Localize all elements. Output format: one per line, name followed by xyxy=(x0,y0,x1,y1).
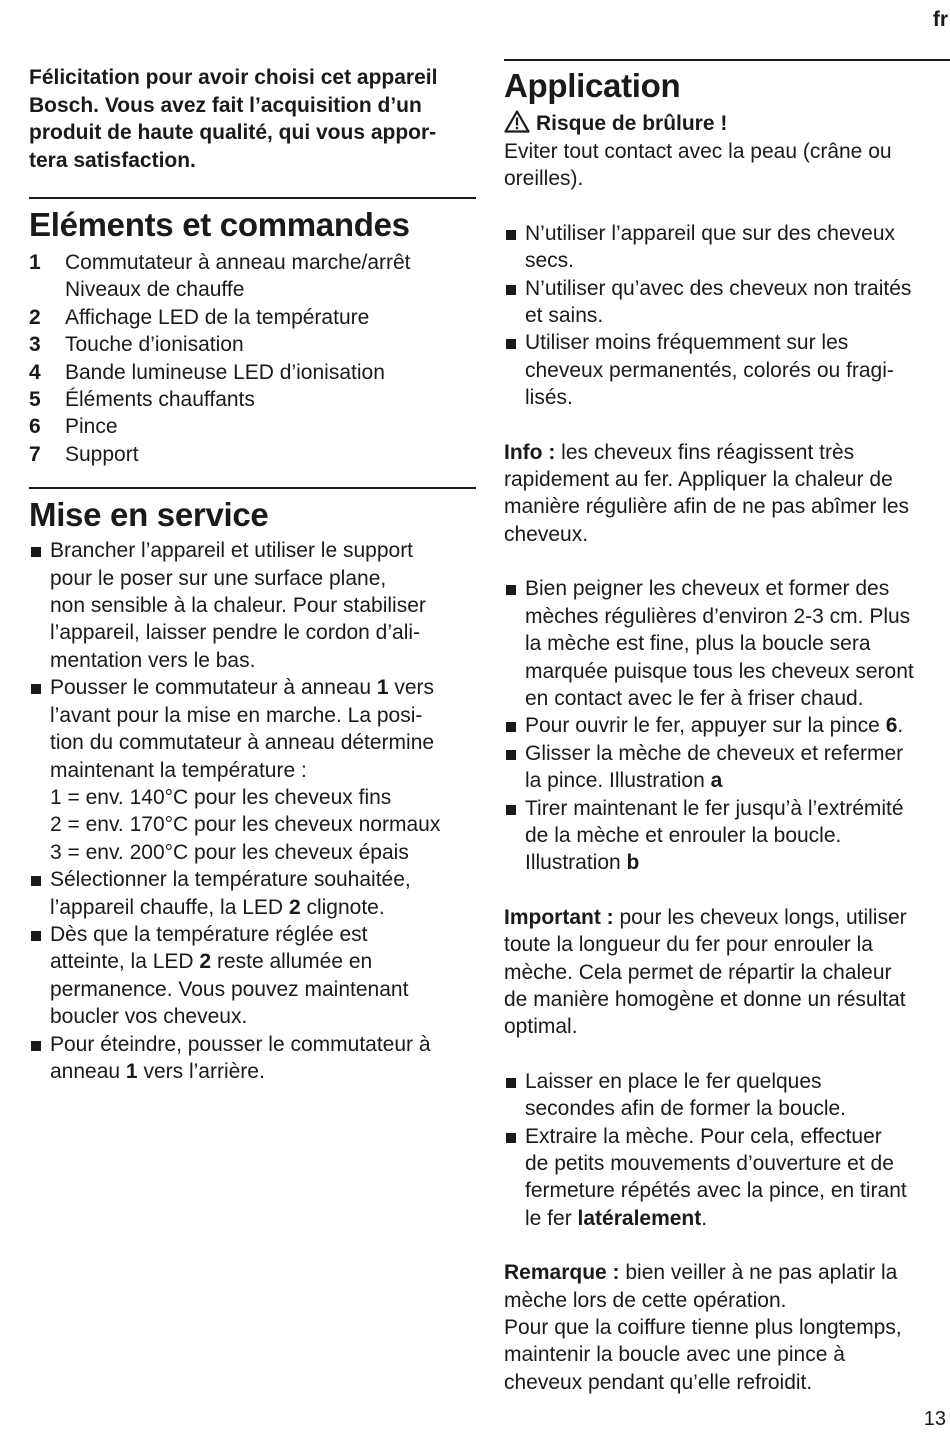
section-title-mise-en-service: Mise en service xyxy=(29,496,269,534)
list-item: N’utiliser qu’avec des cheveux non traités et sains. xyxy=(504,275,950,330)
language-code: fr xyxy=(932,8,948,31)
list-item: Bien peigner les cheveux et former des mèches régulières d’environ 2-3 cm. Plus la mèche est fine, plus la boucle sera marquée puisque tous les cheveux seront en contact avec le fer à friser chaud. xyxy=(504,575,950,712)
list-item: Pousser le commutateur à anneau 1 vers l’avant pour la mise en marche. La posi- tion du commutateur à anneau détermine maintenant la température : 1 = env. 140°C pour les cheveux fins 2 = env. 170°C pour les cheveux normaux 3 = env. 200°C pour les cheveux épais xyxy=(29,674,476,866)
list-item: 1 Commutateur à anneau marche/arrêt Niveaux de chauffe xyxy=(29,251,411,302)
section-title-elements: Eléments et commandes xyxy=(29,206,410,243)
list-item: Laisser en place le fer quelques secondes afin de former la boucle. xyxy=(504,1068,950,1123)
list-item: 2 Affichage LED de la température xyxy=(29,305,370,329)
page-number: 13 xyxy=(923,1408,946,1430)
right-column xyxy=(504,0,950,1396)
list-item: Utiliser moins fréquemment sur les cheveux permanentés, colorés ou fragi- lisés. xyxy=(504,329,950,411)
elements-list xyxy=(29,249,476,468)
section-divider xyxy=(29,487,476,489)
important-paragraph: Important : pour les cheveux longs, utiliser toute la longueur du fer pour enrouler la mèche. Cela permet de répartir la chaleur de manière homogène et donne un résultat optimal. xyxy=(504,905,907,1039)
list-item: Tirer maintenant le fer jusqu’à l’extrémité de la mèche et enrouler la boucle. Illustration b xyxy=(504,795,950,877)
section-divider xyxy=(29,197,476,199)
warning-text: Eviter tout contact avec la peau (crâne ou oreilles). xyxy=(504,140,892,191)
list-item: 7 Support xyxy=(29,442,139,466)
intro-line: produit de haute qualité, qui vous appor- xyxy=(29,121,437,144)
list-item: N’utiliser l’appareil que sur des cheveux secs. xyxy=(504,220,950,275)
section-title-application: Application xyxy=(504,67,681,104)
list-item: 4 Bande lumineuse LED d’ionisation xyxy=(29,360,385,384)
warning-triangle-icon xyxy=(504,110,530,138)
list-item: 6 Pince xyxy=(29,415,118,439)
intro-line: Bosch. Vous avez fait l’acquisition d’un xyxy=(29,93,422,117)
list-item: Brancher l’appareil et utiliser le support pour le poser sur une surface plane, non sensible à la chaleur. Pour stabiliser l’appareil, laisser pendre le cordon d’ali- mentation vers le bas. xyxy=(29,537,476,674)
application-list-2 xyxy=(504,575,950,876)
list-item: Glisser la mèche de cheveux et refermer la pince. Illustration a xyxy=(504,740,950,795)
intro-line: Félicitation pour avoir choisi cet appareil xyxy=(29,66,438,89)
remark-paragraph: Remarque : bien veiller à ne pas aplatir la mèche lors de cette opération. Pour que la coiffure tienne plus longtemps, maintenir la boucle avec une pince à cheveux pendant qu’elle refroidit. xyxy=(504,1261,902,1394)
list-item: Extraire la mèche. Pour cela, effectuer de petits mouvements d’ouverture et de fermeture répétés avec la pince, en tirant le fer latéralement. xyxy=(504,1123,950,1233)
list-item: 3 Touche d’ionisation xyxy=(29,333,244,357)
mise-en-service-list xyxy=(29,537,476,1085)
list-item: 5 Éléments chauffants xyxy=(29,388,255,412)
list-item: Dès que la température réglée est atteinte, la LED 2 reste allumée en permanence. Vous pouvez maintenant boucler vos cheveux. xyxy=(29,921,476,1031)
list-item: Pour ouvrir le fer, appuyer sur la pince 6. xyxy=(504,712,950,739)
application-list-3 xyxy=(504,1068,950,1232)
intro-line: tera satisfaction. xyxy=(29,148,196,172)
info-paragraph: Info : les cheveux fins réagissent très rapidement au fer. Appliquer la chaleur de manière régulière afin de ne pas abîmer les cheveux. xyxy=(504,440,910,546)
warning-heading xyxy=(504,110,950,138)
section-divider xyxy=(504,59,950,61)
warning-title: Risque de brûlure ! xyxy=(536,112,728,135)
list-item: Sélectionner la température souhaitée, l’appareil chauffe, la LED 2 clignote. xyxy=(29,866,476,921)
intro-paragraph xyxy=(29,64,476,174)
application-list-1 xyxy=(504,220,950,412)
left-column xyxy=(29,0,476,1085)
list-item: Pour éteindre, pousser le commutateur à anneau 1 vers l’arrière. xyxy=(29,1031,476,1086)
